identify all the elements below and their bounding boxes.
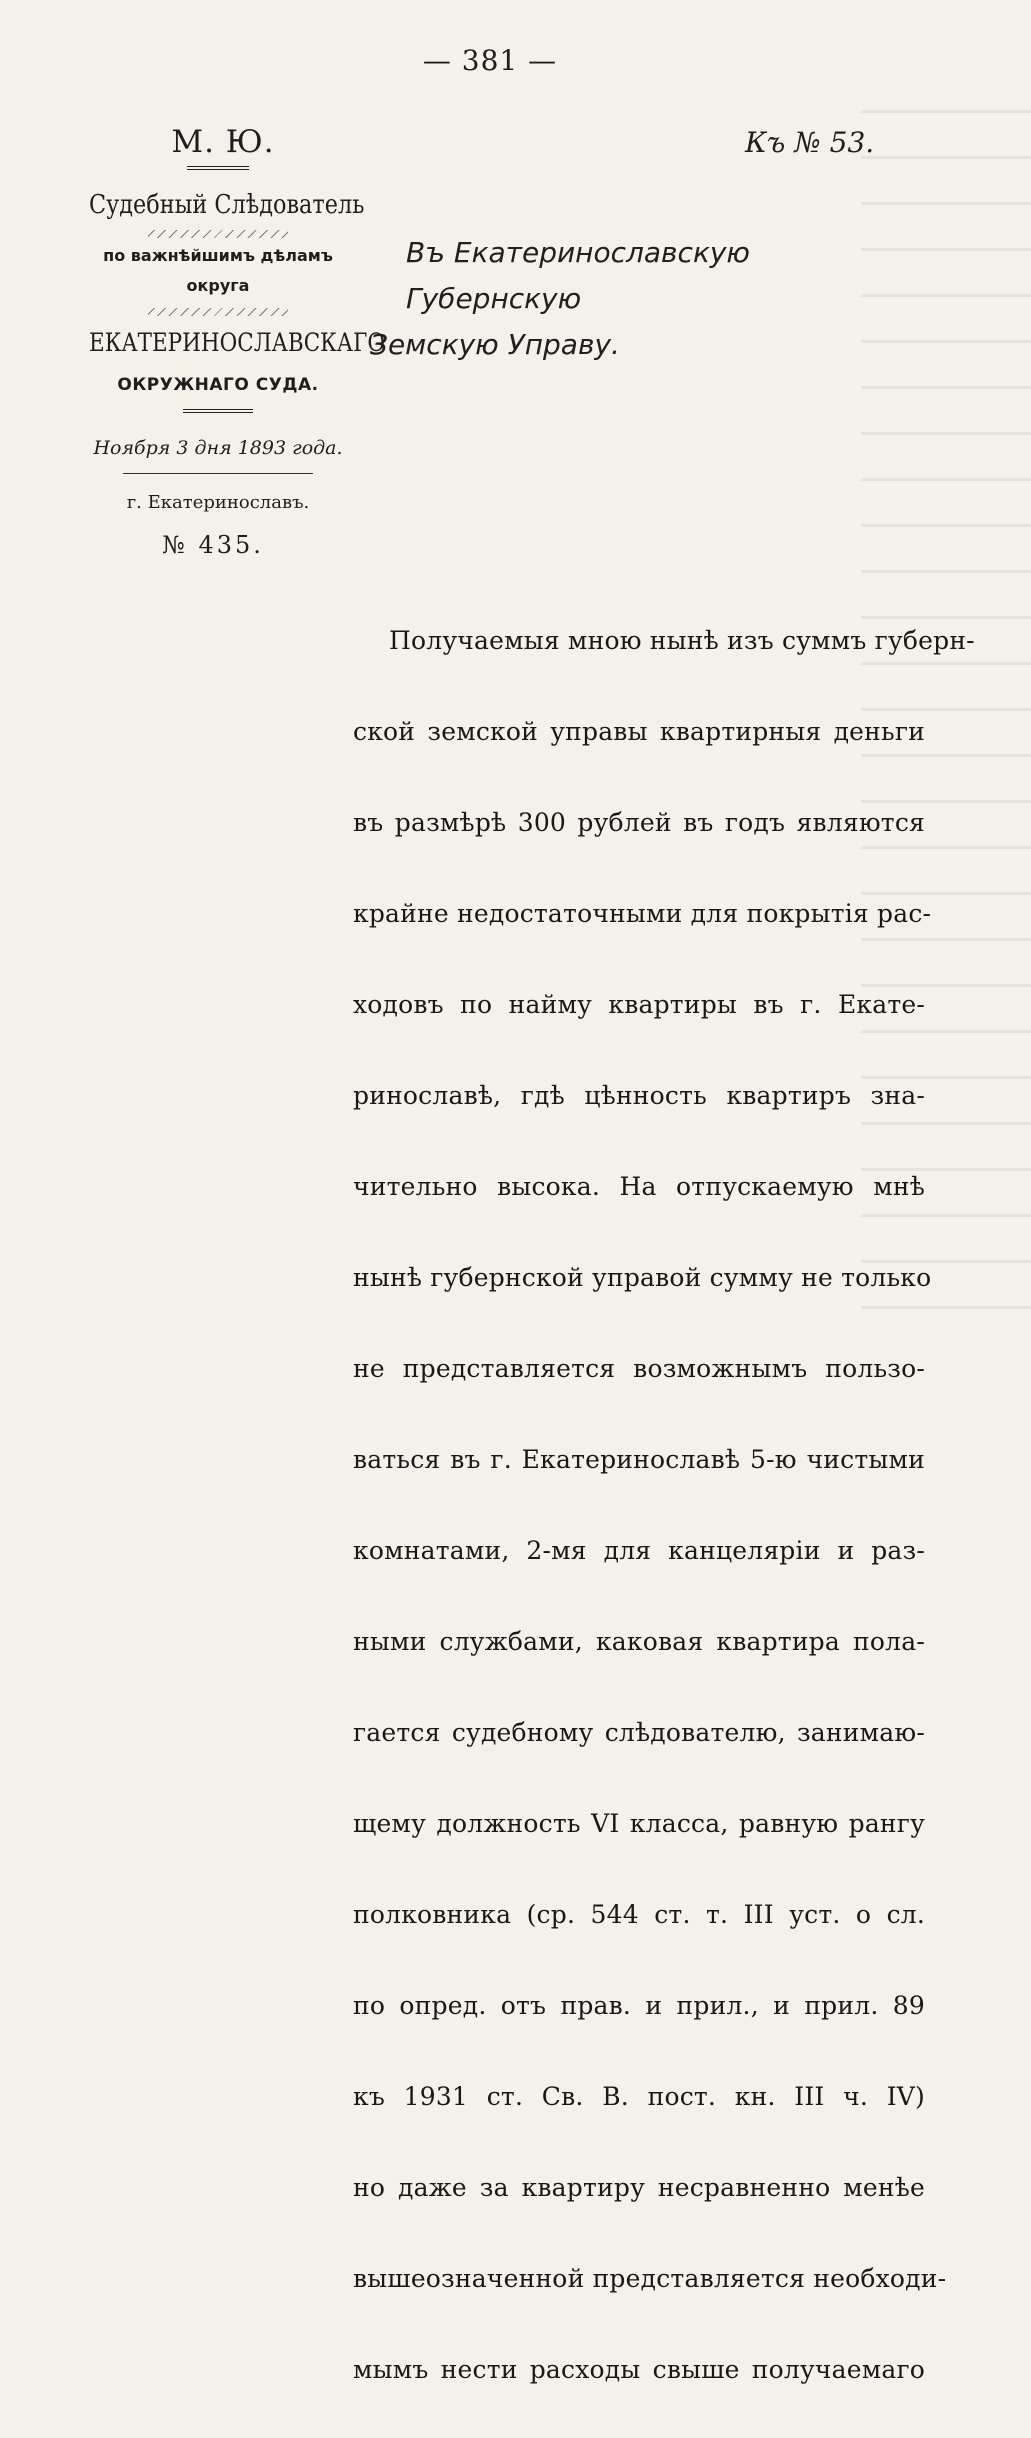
body-line: не представляется возможнымъ пользо- — [353, 1353, 925, 1383]
address-line-1: Въ Екатеринославскую Губернскую — [406, 236, 750, 315]
body-line: но даже за квартиру несравненно менѣе — [353, 2172, 925, 2202]
address-line-2: Земскую Управу. — [370, 328, 620, 361]
body-line: нынѣ губернской управой сумму не только — [353, 1262, 932, 1292]
body-line: ходовъ по найму квартиры въ г. Екате- — [353, 989, 925, 1019]
subtitle-line-2: округа — [186, 276, 250, 295]
body-line: чительно высока. На отпускаемую мнѣ — [353, 1171, 925, 1201]
body-line: ринославѣ, гдѣ цѣнность квартиръ зна- — [353, 1080, 925, 1110]
body-line: крайне недостаточными для покрытія рас- — [353, 898, 932, 928]
body-line: къ 1931 ст. Св. В. пост. кн. III ч. IV) — [353, 2081, 925, 2111]
divider — [123, 473, 313, 474]
district-name: ЕКАТЕРИНОСЛАВСКАГО — [89, 328, 385, 357]
letter-body — [353, 572, 975, 2438]
body-line: вышеозначенной представляется необходи- — [353, 2263, 947, 2293]
court-name: ОКРУЖНАГО СУДА. — [117, 375, 319, 395]
letter-place: г. Екатеринославъ. — [126, 492, 310, 513]
body-line: гается судебному слѣдователю, занимаю- — [353, 1717, 925, 1747]
divider — [187, 166, 249, 170]
judge-title: Судебный Слѣдователь — [89, 190, 365, 220]
page-number: — 381 — — [422, 44, 558, 77]
body-line: въ размѣрѣ 300 рублей въ годъ являются — [353, 807, 925, 837]
divider — [183, 409, 253, 413]
recipient-address — [370, 230, 910, 368]
letter-date: Ноября 3 дня 1893 года. — [93, 437, 343, 459]
ornament-divider — [148, 308, 288, 316]
ornament-divider — [148, 230, 288, 238]
body-line: мымъ нести расходы свыше получаемаго — [353, 2354, 925, 2384]
subtitle-line-1: по важнѣйшимъ дѣламъ — [103, 246, 333, 265]
sender-block — [68, 124, 385, 559]
body-line: Получаемыя мною нынѣ изъ суммъ губерн- — [389, 625, 975, 655]
body-line: ными службами, каковая квартира пола- — [353, 1626, 925, 1656]
body-line: по опред. отъ прав. и прил., и прил. 89 — [353, 1990, 925, 2020]
body-line: ской земской управы квартирныя деньги — [353, 716, 925, 746]
reference-number: Къ № 53. — [745, 126, 875, 159]
body-line: комнатами, 2-мя для канцеляріи и раз- — [353, 1535, 925, 1565]
body-line: полковника (ср. 544 ст. т. III уст. о сл. — [353, 1899, 925, 1929]
ministry-abbrev: М. Ю. — [171, 124, 275, 160]
letter-number: № 435. — [162, 531, 264, 559]
body-line: щему должность VI класса, равную рангу — [353, 1808, 925, 1838]
body-line: ваться въ г. Екатеринославѣ 5-ю чистыми — [353, 1444, 925, 1474]
